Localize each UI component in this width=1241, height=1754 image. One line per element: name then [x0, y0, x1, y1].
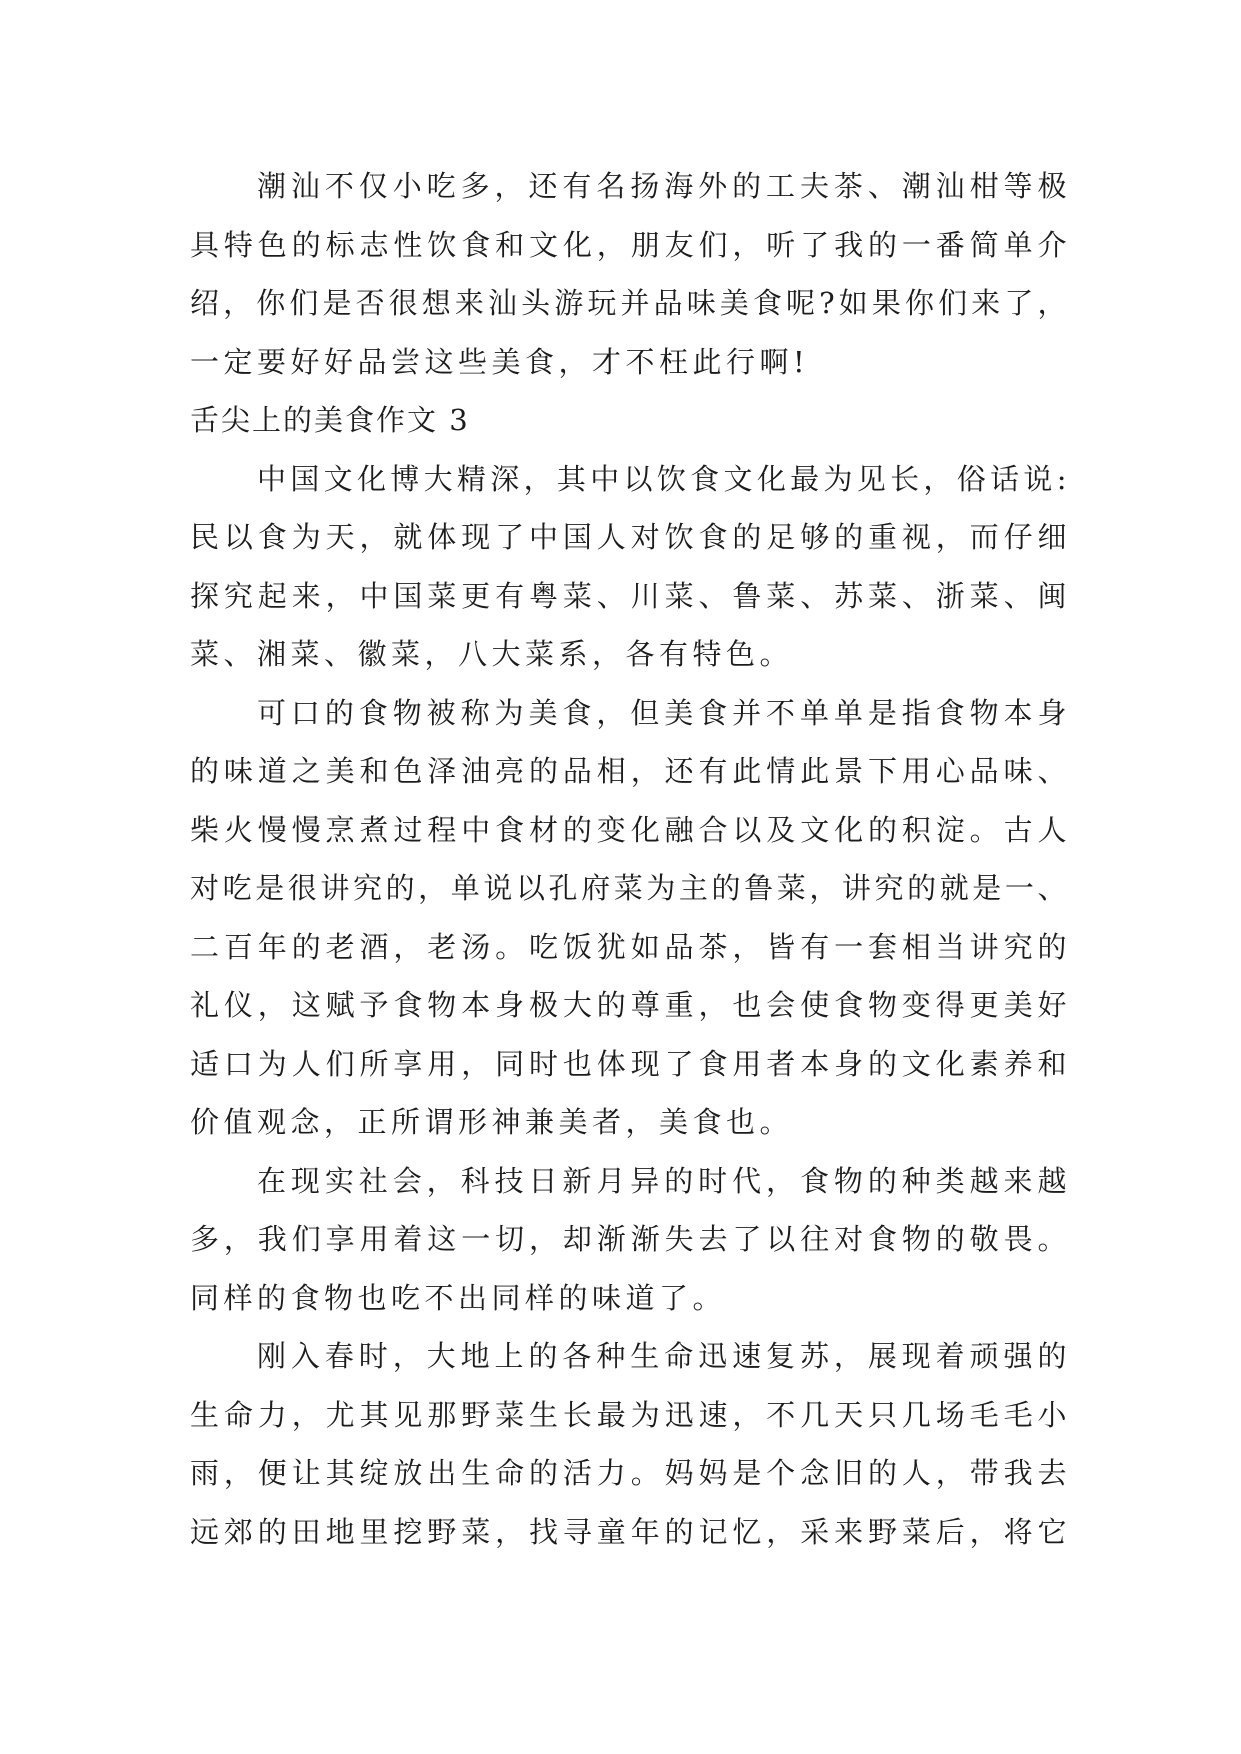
text-line: 菜、湘菜、徽菜，八大菜系，各有特色。 — [190, 637, 794, 671]
text-line: 对吃是很讲究的，单说以孔府菜为主的鲁菜，讲究的就是一、 — [190, 871, 1070, 905]
text-line: 适口为人们所享用，同时也体现了食用者本身的文化素养和 — [190, 1046, 1070, 1081]
paragraph — [190, 1152, 1070, 1328]
paragraph — [190, 1327, 1070, 1561]
section-heading: 舌尖上的美食作文 3 — [190, 403, 470, 437]
text-line: 民以食为天，就体现了中国人对饮食的足够的重视，而仔细 — [190, 520, 1070, 554]
text-line: 雨，便让其绽放出生命的活力。妈妈是个念旧的人，带我去 — [190, 1456, 1070, 1490]
text-line: 礼仪，这赋予食物本身极大的尊重，也会使食物变得更美好 — [190, 988, 1070, 1022]
text-line: 二百年的老酒，老汤。吃饭犹如品茶，皆有一套相当讲究的 — [190, 929, 1070, 964]
text-line: 远郊的田地里挖野菜，找寻童年的记忆，采来野菜后，将它 — [190, 1514, 1070, 1549]
paragraph — [190, 684, 1070, 1152]
text-line: 可口的食物被称为美食，但美食并不单单是指食物本身 — [257, 695, 1070, 730]
text-line: 潮汕不仅小吃多，还有名扬海外的工夫茶、潮汕柑等极 — [257, 169, 1070, 203]
text-body — [190, 157, 1070, 1561]
text-line: 柴火慢慢烹煮过程中食材的变化融合以及文化的积淀。古人 — [190, 812, 1070, 847]
text-line: 一定要好好品尝这些美食，才不枉此行啊! — [190, 344, 810, 379]
text-line: 绍，你们是否很想来汕头游玩并品味美食呢?如果你们来了， — [190, 286, 1070, 320]
text-line: 在现实社会，科技日新月异的时代，食物的种类越来越 — [257, 1163, 1070, 1198]
text-line: 具特色的标志性饮食和文化，朋友们，听了我的一番简单介 — [190, 227, 1070, 262]
text-line: 的味道之美和色泽油亮的品相，还有此情此景下用心品味、 — [190, 754, 1070, 788]
text-line: 同样的食物也吃不出同样的味道了。 — [190, 1280, 727, 1315]
text-line: 生命力，尤其见那野菜生长最为迅速，不几天只几场毛毛小 — [190, 1397, 1070, 1432]
text-line: 刚入春时，大地上的各种生命迅速复苏，展现着顽强的 — [257, 1339, 1070, 1373]
text-line: 价值观念，正所谓形神兼美者，美食也。 — [190, 1105, 794, 1139]
paragraph — [190, 157, 1070, 391]
text-line: 探究起来，中国菜更有粤菜、川菜、鲁菜、苏菜、浙菜、闽 — [190, 578, 1070, 613]
paragraph — [190, 450, 1070, 684]
text-line: 中国文化博大精深，其中以饮食文化最为见长，俗话说: — [257, 461, 1070, 496]
text-line: 多，我们享用着这一切，却渐渐失去了以往对食物的敬畏。 — [190, 1222, 1070, 1256]
